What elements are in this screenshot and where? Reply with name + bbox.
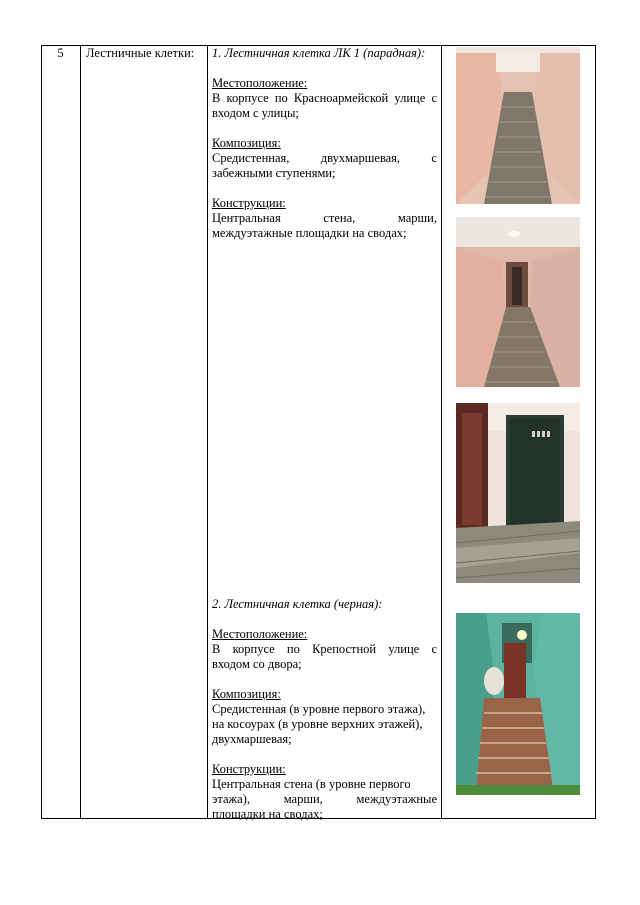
- stair1-construction-line2: междуэтажные площадки на сводах;: [212, 226, 407, 240]
- stair2-heading: 2. Лестничная клетка (черная):: [212, 597, 383, 611]
- stair2-composition-line3: двухмаршевая;: [212, 732, 292, 746]
- stair1-construction-label: Конструкции:: [212, 196, 286, 210]
- photo-staircase-green: [456, 613, 580, 795]
- photo-door-landing: [456, 403, 580, 583]
- stair1-composition-label: Композиция:: [212, 136, 281, 150]
- stair2-composition-line1: Средистенная (в уровне первого этажа),: [212, 702, 426, 716]
- table-right-border: [595, 45, 596, 819]
- stair1-composition-line2: забежными ступенями;: [212, 166, 336, 180]
- stair2-description: [212, 597, 437, 822]
- stair2-construction-line1: Центральная стена (в уровне первого: [212, 777, 411, 791]
- stair2-location-line2: входом со двора;: [212, 657, 302, 671]
- stair1-location-line2: входом с улицы;: [212, 106, 299, 120]
- table-col-divider-2: [207, 45, 208, 819]
- stair2-location-label: Местоположение:: [212, 627, 308, 641]
- stair1-description: [212, 46, 437, 241]
- row-title: Лестничные клетки:: [86, 46, 195, 60]
- table-col-divider-3: [441, 45, 442, 819]
- table-col-divider-1: [80, 45, 81, 819]
- stair2-construction-line2: этажа), марши, междуэтажные: [212, 792, 437, 806]
- photo-staircase-1: [456, 47, 580, 204]
- stair2-construction-line3: площадки на сводах;: [212, 807, 323, 821]
- stair1-construction-line1: Центральная стена, марши,: [212, 211, 437, 225]
- stair1-heading: 1. Лестничная клетка ЛК 1 (парадная):: [212, 46, 426, 60]
- stair2-composition-line2: на косоурах (в уровне верхних этажей),: [212, 717, 423, 731]
- row-number: 5: [57, 46, 64, 60]
- stair1-location-line1: В корпусе по Красноармейской улице с: [212, 91, 437, 105]
- stair2-construction-label: Конструкции:: [212, 762, 286, 776]
- stair2-composition-label: Композиция:: [212, 687, 281, 701]
- stair1-location-label: Местоположение:: [212, 76, 308, 90]
- stair2-location-line1: В корпусе по Крепостной улице с: [212, 642, 437, 656]
- stair1-composition-line1: Средистенная, двухмаршевая, с: [212, 151, 437, 165]
- table-left-border: [41, 45, 42, 819]
- photo-staircase-2: [456, 217, 580, 387]
